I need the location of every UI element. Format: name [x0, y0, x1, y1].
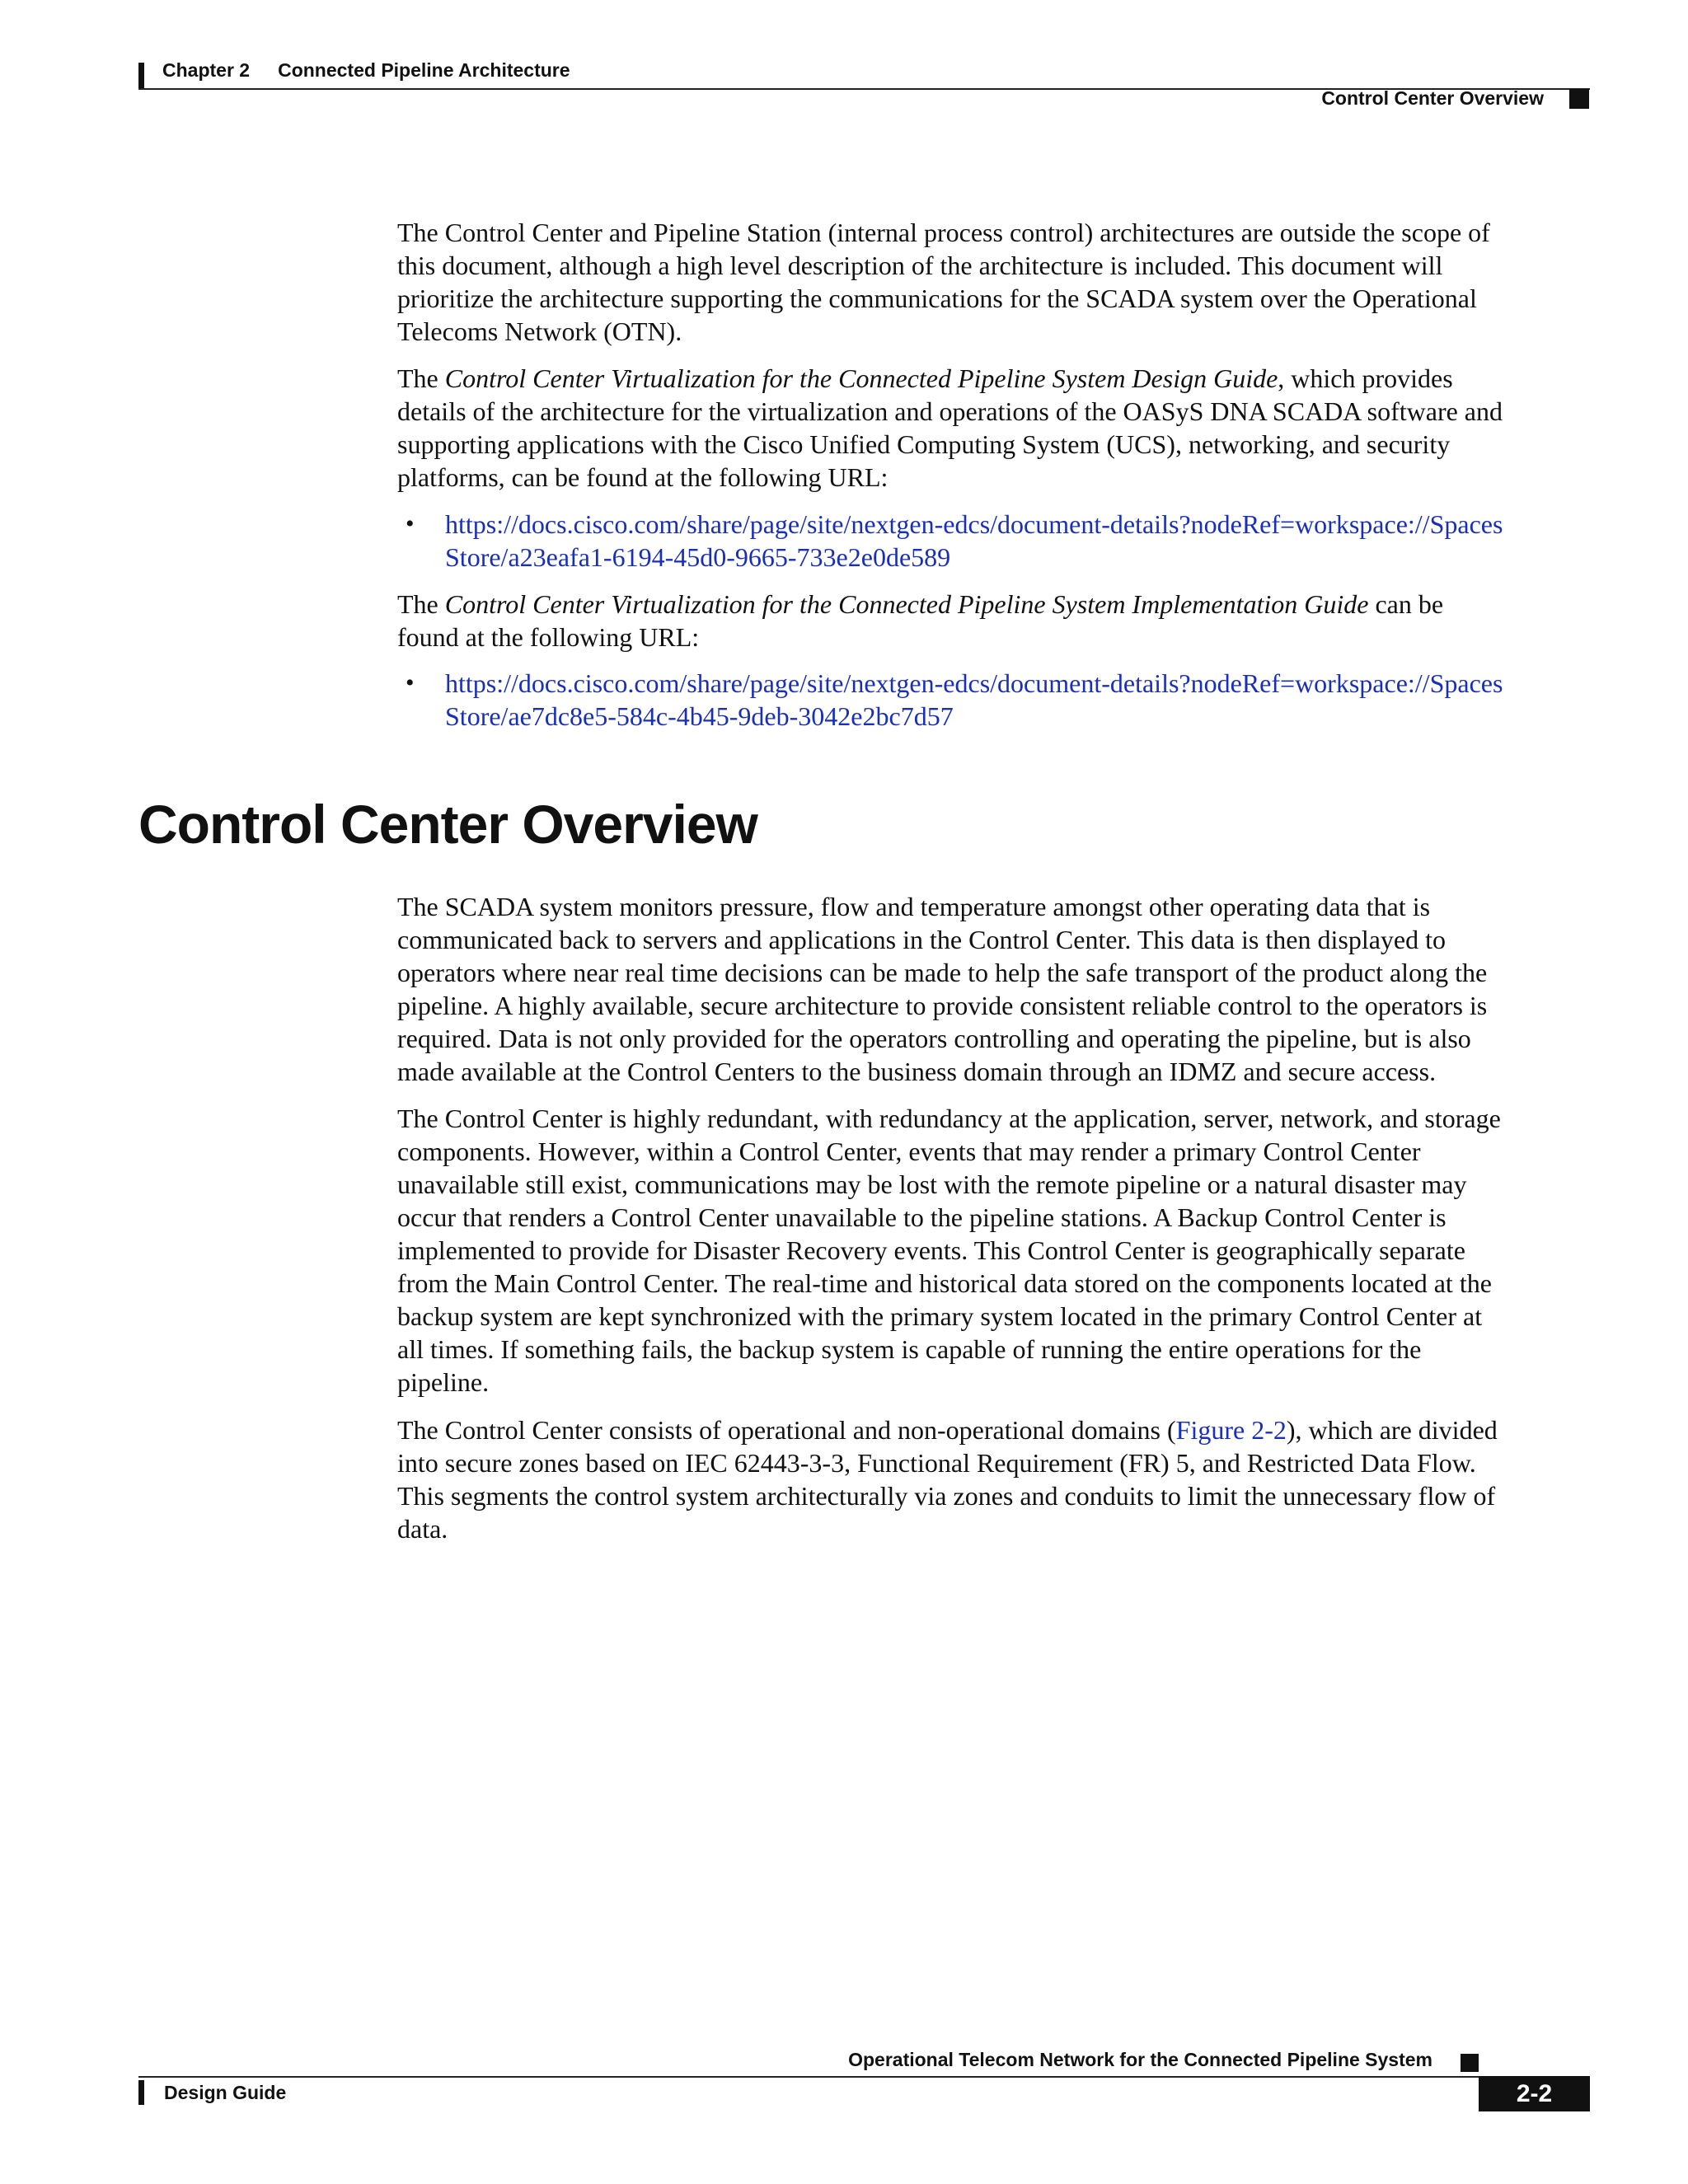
- text-line: data.: [397, 1514, 448, 1544]
- text-line: into secure zones based on IEC 62443-3-3, Functional Requirement (FR) 5, and Restricted Data Flow.: [397, 1448, 1476, 1478]
- link-line[interactable]: https://docs.cisco.com/share/page/site/nextgen-edcs/document-details?nodeRef=workspace://Spaces: [445, 509, 1503, 539]
- text-line: implemented to provide for Disaster Recovery events. This Control Center is geographically separate: [397, 1235, 1465, 1265]
- text-run: ), which are divided: [1286, 1415, 1498, 1445]
- implementation-guide-url-link[interactable]: [445, 667, 1503, 733]
- chapter-label: Chapter 2: [162, 59, 251, 81]
- text-line: required. Data is not only provided for the operators controlling and operating the pipeline, but is also: [397, 1024, 1471, 1053]
- text-line: Telecoms Network (OTN).: [397, 316, 682, 346]
- text-line: prioritize the architecture supporting the communications for the SCADA system over the Operational: [397, 284, 1477, 313]
- bullet-icon: •: [406, 669, 415, 696]
- chapter-title: Connected Pipeline Architecture: [278, 59, 570, 81]
- footer-rule: [138, 2076, 1590, 2078]
- header-square-marker: [1569, 89, 1589, 109]
- section-paragraph-3: [397, 1413, 1592, 1545]
- text-line: found at the following URL:: [397, 622, 700, 652]
- text-run: The: [397, 589, 445, 619]
- text-line: The SCADA system monitors pressure, flow and temperature amongst other operating data that is: [397, 892, 1431, 921]
- text-line: supporting applications with the Cisco Unified Computing System (UCS), networking, and security: [397, 429, 1451, 459]
- text-line: The Control Center is highly redundant, with redundancy at the application, server, network, and storage: [397, 1104, 1501, 1133]
- text-line: from the Main Control Center. The real-time and historical data stored on the components located at the: [397, 1268, 1492, 1298]
- text-line: [397, 1413, 1592, 1446]
- header-margin-bar: [138, 63, 144, 89]
- text-line: this document, although a high level description of the architecture is included. This document will: [397, 251, 1443, 280]
- footer-square-marker: [1461, 2054, 1479, 2072]
- text-line: This segments the control system architecturally via zones and conduits to limit the unnecessary flow of: [397, 1481, 1496, 1511]
- text-line: [397, 362, 1592, 395]
- link-line[interactable]: https://docs.cisco.com/share/page/site/nextgen-edcs/document-details?nodeRef=workspace://Spaces: [445, 668, 1503, 698]
- bullet-icon: •: [406, 510, 415, 537]
- link-line[interactable]: Store/ae7dc8e5-584c-4b45-9deb-3042e2bc7d57: [445, 701, 954, 731]
- text-line: made available at the Control Centers to the business domain through an IDMZ and secure access.: [397, 1057, 1437, 1086]
- text-line: pipeline. A highly available, secure architecture to provide consistent reliable control to the operators is: [397, 991, 1488, 1020]
- text-line: The Control Center and Pipeline Station (internal process control) architectures are outside the scope of: [397, 218, 1490, 247]
- section-paragraph-1: [397, 890, 1592, 1088]
- text-line: communicated back to servers and applications in the Control Center. This data is then displayed to: [397, 925, 1446, 954]
- text-run: , which provides: [1278, 363, 1453, 393]
- text-line: operators where near real time decisions can be made to help the safe transport of the product along the: [397, 958, 1488, 987]
- text-line: all times. If something fails, the backup system is capable of running the entire operations for the: [397, 1334, 1422, 1364]
- text-run: The: [397, 363, 445, 393]
- section-paragraph-2: [397, 1102, 1592, 1399]
- implementation-guide-title: Control Center Virtualization for the Connected Pipeline System Implementation Guide: [444, 589, 1369, 619]
- running-header-chapter: [162, 59, 570, 82]
- intro-paragraph-1: [397, 216, 1592, 348]
- text-line: components. However, within a Control Center, events that may render a primary Control Center: [397, 1137, 1421, 1166]
- footer-guide-label: Design Guide: [164, 2082, 287, 2103]
- text-line: platforms, can be found at the following URL:: [397, 462, 889, 492]
- text-line: [397, 588, 1592, 621]
- intro-paragraph-2: [397, 362, 1592, 494]
- running-header-section: Control Center Overview: [1321, 87, 1544, 109]
- footer-document-title: Operational Telecom Network for the Connected Pipeline System: [848, 2049, 1432, 2070]
- text-line: backup system are kept synchronized with the primary system located in the primary Control Center at: [397, 1301, 1483, 1331]
- text-run: can be: [1368, 589, 1444, 619]
- figure-2-2-link[interactable]: Figure 2-2: [1175, 1415, 1287, 1445]
- footer-margin-bar: [138, 2080, 144, 2105]
- intro-paragraph-3: [397, 588, 1592, 654]
- design-guide-title: Control Center Virtualization for the Connected Pipeline System Design Guide: [444, 363, 1278, 393]
- text-line: occur that renders a Control Center unavailable to the pipeline stations. A Backup Control Center is: [397, 1202, 1447, 1232]
- section-heading: Control Center Overview: [138, 794, 757, 855]
- design-guide-url-link[interactable]: [445, 508, 1503, 574]
- text-line: pipeline.: [397, 1367, 490, 1397]
- text-run: The Control Center consists of operational and non-operational domains (: [397, 1415, 1176, 1445]
- text-line: unavailable still exist, communications may be lost with the remote pipeline or a natural disaster may: [397, 1169, 1467, 1199]
- page-number: 2-2: [1479, 2076, 1590, 2111]
- text-line: details of the architecture for the virtualization and operations of the OASyS DNA SCADA software and: [397, 396, 1503, 426]
- link-line[interactable]: Store/a23eafa1-6194-45d0-9665-733e2e0de589: [445, 542, 951, 572]
